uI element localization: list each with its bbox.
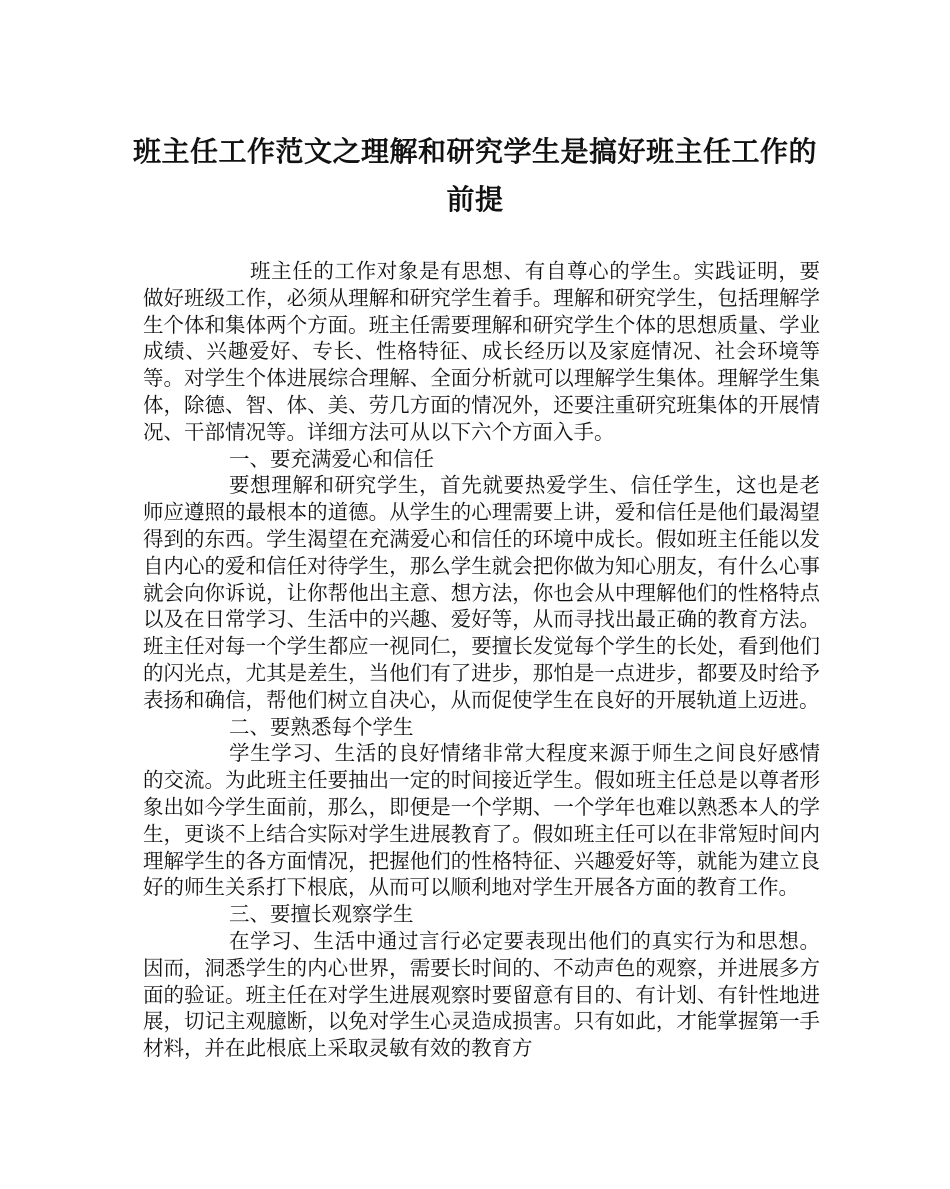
- section-paragraph-1: 要想理解和研究学生，首先就要热爱学生、信任学生，这也是老师应遵照的最根本的道德。从学生的心理需要上讲，爱和信任是他们最渴望得到的东西。学生渴望在充满爱心和信任的环境中成长。假如班主任能以发自内心的爱和信任对待学生，那么学生就会把你做为知心朋友，有什么心事就会向你诉说，让你帮他出主意、想方法，你也会从中理解他们的性格特点以及在日常学习、生活中的兴趣、爱好等，从而寻找出最正确的教育方法。班主任对每一个学生都应一视同仁，要擅长发觉每个学生的长处，看到他们的闪光点，尤其是差生，当他们有了进步，那怕是一点进步，都要及时给予表扬和确信，帮他们树立自决心，从而促使学生在良好的开展轨道上迈进。: [143, 473, 820, 712]
- section-heading-3: 三、要擅长观察学生: [229, 902, 414, 927]
- document-title: 班主任工作范文之理解和研究学生是搞好班主任工作的前提: [132, 135, 817, 216]
- document-body: [143, 258, 820, 1062]
- section-heading-1: 一、要充满爱心和信任: [229, 446, 434, 471]
- section-heading-2: 二、要熟悉每个学生: [229, 714, 414, 739]
- section-paragraph-3: 在学习、生活中通过言行必定要表现出他们的真实行为和思想。因而，洞悉学生的内心世界，需要长时间的、不动声色的观察，并进展多方面的验证。班主任在对学生进展观察时要留意有目的、有计划、有针性地进展，切记主观臆断，以免对学生心灵造成损害。只有如此，才能掌握第一手材料，并在此根底上采取灵敏有效的教育方: [143, 928, 820, 1061]
- section-paragraph-2: 学生学习、生活的良好情绪非常大程度来源于师生之间良好感情的交流。为此班主任要抽出一定的时间接近学生。假如班主任总是以尊者形象出如今学生面前，那么，即便是一个学期、一个学年也难以熟悉本人的学生，更谈不上结合实际对学生进展教育了。假如班主任可以在非常短时间内理解学生的各方面情况，把握他们的性格特征、兴趣爱好等，就能为建立良好的师生关系打下根底，从而可以顺利地对学生开展各方面的教育工作。: [143, 741, 820, 900]
- intro-paragraph: 班主任的工作对象是有思想、有自尊心的学生。实践证明，要做好班级工作，必须从理解和研究学生着手。理解和研究学生，包括理解学生个体和集体两个方面。班主任需要理解和研究学生个体的思想质量、学业成绩、兴趣爱好、专长、性格特征、成长经历以及家庭情况、社会环境等等。对学生个体进展综合理解、全面分析就可以理解学生集体。理解学生集体，除德、智、体、美、劳几方面的情况外，还要注重研究班集体的开展情况、干部情况等。详细方法可从以下六个方面入手。: [143, 259, 820, 444]
